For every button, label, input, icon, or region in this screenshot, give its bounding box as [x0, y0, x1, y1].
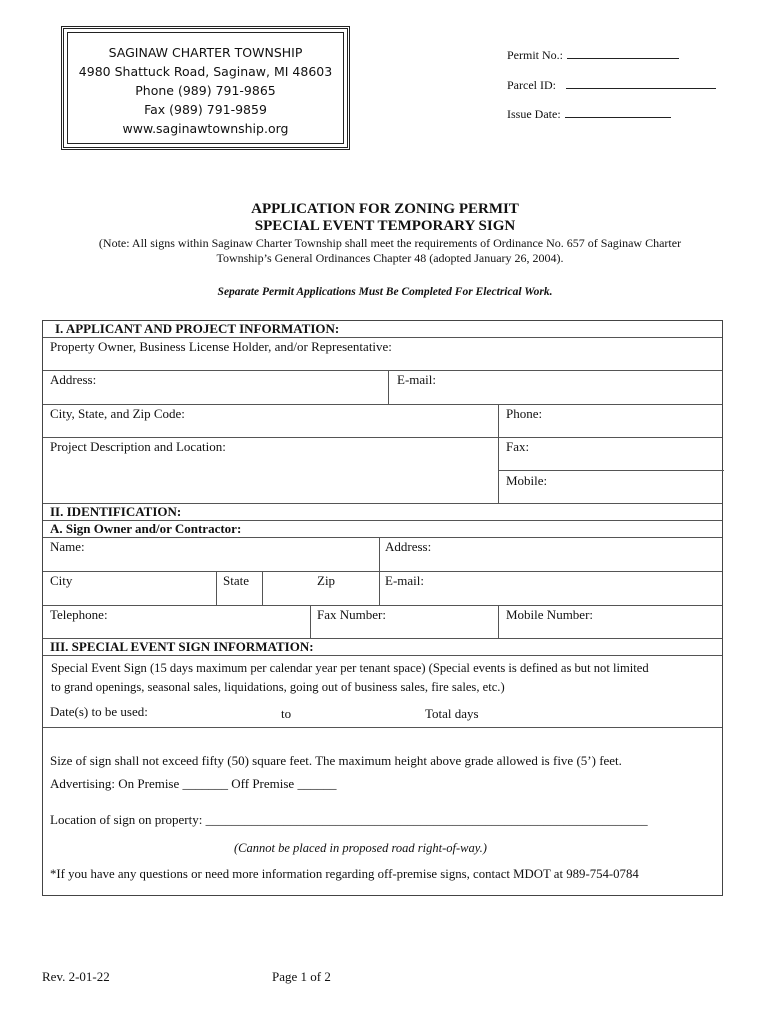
township-fax: Fax (989) 791-9859 [144, 102, 267, 117]
section2-heading: II. IDENTIFICATION: [50, 504, 182, 519]
permit-no-field[interactable] [507, 48, 679, 63]
right-of-way-note: (Cannot be placed in proposed road right-of-way.) [234, 841, 487, 855]
parcel-id-field[interactable] [507, 78, 716, 93]
section3-heading: III. SPECIAL EVENT SIGN INFORMATION: [50, 639, 314, 654]
contractor-telephone-field[interactable]: Telephone: [50, 607, 108, 622]
contractor-fax-field[interactable]: Fax Number: [317, 607, 386, 622]
township-address: 4980 Shattuck Road, Saginaw, MI 48603 [78, 64, 333, 79]
page-subtitle: SPECIAL EVENT TEMPORARY SIGN [254, 218, 516, 234]
section1-heading: I. APPLICANT AND PROJECT INFORMATION: [55, 321, 340, 336]
sign-size-rule: Size of sign shall not exceed fifty (50) square feet. The maximum height above grade allowed is five (5’) feet. [50, 753, 622, 768]
special-event-description-2: to grand openings, seasonal sales, liquidations, going out of business sales, fire sales, etc.) [51, 680, 505, 694]
issue-date-label: Issue Date: [507, 107, 561, 121]
contractor-mobile-field[interactable]: Mobile Number: [506, 607, 594, 622]
address-field[interactable]: Address: [50, 372, 97, 387]
township-website: www.saginawtownship.org [122, 121, 289, 136]
contractor-email-field[interactable]: E-mail: [385, 573, 424, 588]
page-number: Page 1 of 2 [272, 969, 331, 984]
permit-no-label: Permit No.: [507, 48, 563, 62]
ordinance-note-2: Township’s General Ordinances Chapter 48 (adopted January 26, 2004). [216, 251, 564, 265]
contractor-address-field[interactable]: Address: [385, 539, 432, 554]
electrical-work-note: Separate Permit Applications Must Be Completed For Electrical Work. [217, 286, 553, 298]
section2-subheading: A. Sign Owner and/or Contractor: [50, 521, 242, 536]
contractor-state-field[interactable]: State [223, 573, 249, 588]
advertising-field[interactable]: Advertising: On Premise _______ Off Premise ______ [50, 776, 337, 791]
contractor-name-field[interactable]: Name: [50, 539, 85, 554]
township-header-box [61, 26, 350, 150]
issue-date-field[interactable] [507, 107, 671, 122]
fax-field[interactable]: Fax: [506, 439, 530, 454]
sign-location-field[interactable]: Location of sign on property: ____________________________________________________________________ [50, 812, 648, 827]
parcel-id-label: Parcel ID: [507, 78, 556, 92]
dates-to-label: to [281, 706, 292, 721]
revision-label: Rev. 2-01-22 [42, 969, 110, 984]
special-event-description-1: Special Event Sign (15 days maximum per calendar year per tenant space) (Special events is defined as but not limited [51, 661, 649, 675]
email-field[interactable]: E-mail: [397, 372, 436, 387]
project-description-field[interactable]: Project Description and Location: [50, 439, 226, 454]
township-name: SAGINAW CHARTER TOWNSHIP [108, 45, 303, 60]
city-state-zip-field[interactable]: City, State, and Zip Code: [50, 406, 185, 421]
mobile-field[interactable]: Mobile: [506, 473, 548, 488]
contractor-city-field[interactable]: City [50, 573, 73, 588]
phone-field[interactable]: Phone: [506, 406, 543, 421]
ordinance-note-1: (Note: All signs within Saginaw Charter Township shall meet the requirements of Ordinance No. 657 of Saginaw Charter [98, 236, 682, 250]
total-days-field[interactable]: Total days [425, 706, 479, 721]
page-title: APPLICATION FOR ZONING PERMIT [251, 201, 519, 217]
contractor-zip-field[interactable]: Zip [317, 573, 336, 588]
application-form [42, 320, 723, 896]
owner-field[interactable]: Property Owner, Business License Holder, and/or Representative: [50, 339, 392, 354]
township-phone: Phone (989) 791-9865 [135, 83, 276, 98]
dates-used-field[interactable]: Date(s) to be used: [50, 704, 148, 719]
mdot-contact-note: *If you have any questions or need more information regarding off-premise signs, contact MDOT at 989-754-0784 [50, 867, 639, 881]
